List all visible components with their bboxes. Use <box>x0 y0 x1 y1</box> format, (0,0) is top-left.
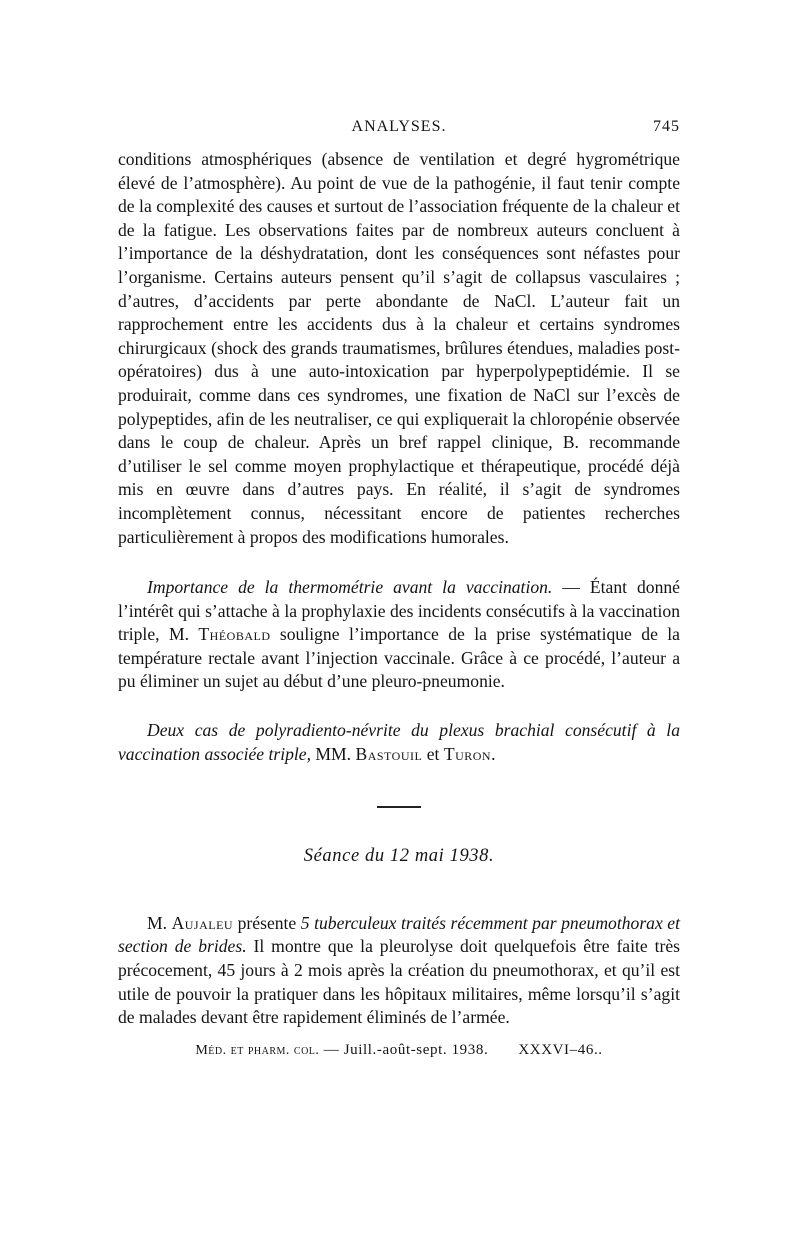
body-text: — Étant donné l’intérêt qui s’attache à la prophylaxie des incidents consécutifs à la vaccination triple, M. <box>118 577 680 645</box>
session-heading: Séance du 12 mai 1938. <box>303 845 495 866</box>
article-title: 5 tuberculeux traités récemment par pneumothorax et section de brides. <box>118 912 680 957</box>
page-footer <box>118 1042 680 1059</box>
paragraph-polyradiculoneuritis <box>118 719 680 766</box>
paragraph-heat-stroke-continued: conditions atmosphériques (absence de ventilation et degré hygrométrique élevé de l’atmosphère). Au point de vue de la pathogénie, il faut tenir compte de la complexité des causes et surtout de l’association fréquente de la chaleur et de la fatigue. Les observations faites par de nombreux auteurs concluent à l’importance de la déshydratation, dont les conséquences sont néfastes pour l’organisme. Certains auteurs pensent qu’il s’agit de collapsus vasculaires ; d’autres, d’accidents par perte abondante de NaCl. L’auteur fait un rapprochement entre les accidents dus à la chaleur et certains syndromes chirurgicaux (shock des grands traumatismes, brûlures étendues, maladies post-opératoires) dus à une auto-intoxication par hyperpolypeptidémie. Il se produirait, comme dans ces syndromes, une fixation de NaCl sur l’excès de polypeptides, afin de les neutraliser, ce qui expliquerait la chloropénie observée dans le coup de chaleur. Après un bref rappel clinique, B. recommande d’utiliser le sel comme moyen prophylactique et thérapeutique, procédé déjà mis en œuvre dans d’autres pays. En réalité, il s’agit de syndromes incomplètement connus, nécessitant encore de patientes recherches particulièrement à propos des modifications humorales. <box>118 149 680 547</box>
journal-issue: — Juill.-août-sept. 1938. <box>319 1041 489 1058</box>
body-text: MM. <box>311 743 356 764</box>
signature-reference: XXXVI–46.. <box>518 1041 603 1058</box>
body-text: et <box>422 743 444 764</box>
author-name: Turon <box>443 743 492 764</box>
running-title: ANALYSES. <box>351 118 447 135</box>
paragraph-pneumothorax <box>118 912 680 1030</box>
article-title: Importance de la thermométrie avant la vaccination. <box>147 577 553 598</box>
body-text: M. <box>147 912 172 933</box>
author-name: Théobald <box>198 624 271 645</box>
paragraph-thermometry <box>118 576 680 694</box>
body-text: présente <box>233 912 301 933</box>
section-divider <box>377 806 421 808</box>
page-number: 745 <box>653 118 680 135</box>
body-text: Il montre que la pleurolyse doit quelquefois être faite très précocement, 45 jours à 2 mois après la création du pneumothorax, et qu’il est utile de pouvoir la pratiquer dans les hôpitaux militaires, même lorsqu’il s’agit de malades devant être rapidement éliminés de l’armée. <box>118 936 681 1028</box>
page <box>118 118 680 1059</box>
article-title: Deux cas de polyradiento-névrite du plexus brachial consécutif à la vaccination associée triple, <box>118 720 680 764</box>
spacer <box>118 694 680 719</box>
author-name: Aujaleu <box>171 912 234 933</box>
spacer <box>118 874 680 912</box>
spacer <box>118 549 680 576</box>
body-text: . <box>491 743 496 764</box>
author-name: Bastouil <box>355 743 423 764</box>
body-text: souligne l’importance de la prise systématique de la température rectale avant l’injection vaccinale. Grâce à ce procédé, l’auteur a pu éliminer un sujet au début d’une pleuro-pneumonie. <box>118 624 680 692</box>
page-header <box>118 118 680 148</box>
journal-name: Méd. et pharm. col. <box>195 1042 320 1058</box>
